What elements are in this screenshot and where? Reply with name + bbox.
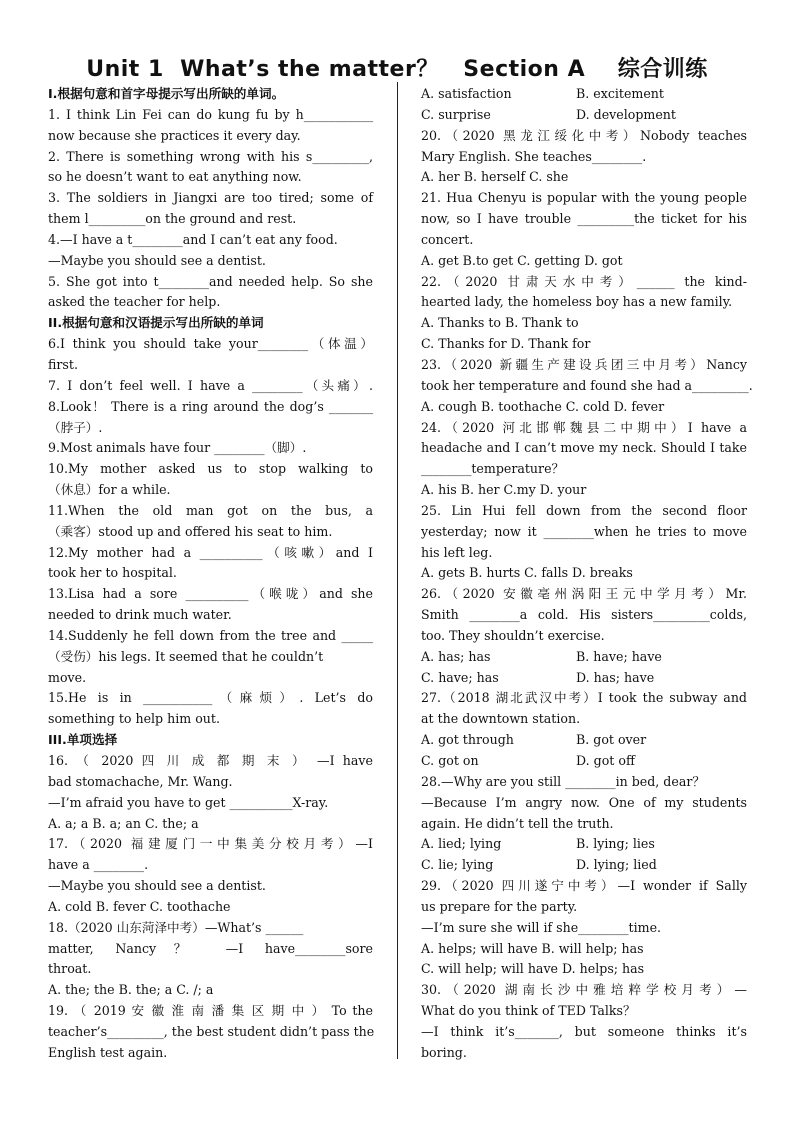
section-heading: III.单项选择: [48, 732, 118, 748]
option-row: [421, 647, 747, 668]
text-line: 28.—Why are you still ________in bed, dear？: [421, 773, 705, 789]
text-line: 10.My mother asked us to stop walking to: [48, 461, 373, 477]
text-line: A. his B. her C.my D. your: [421, 482, 587, 498]
text-line: 21. Hua Chenyu is popular with the young people: [421, 190, 747, 206]
text-line: so he doesn’t want to eat anything now.: [48, 169, 302, 185]
text-line: headache and I can’t move my neck. Should I take: [421, 440, 747, 456]
text-line: 30.（2020 湖南长沙中雅培粹学校月考）—: [421, 982, 747, 998]
option-row: [421, 834, 747, 855]
text-line: What do you think of TED Talks？: [421, 1003, 636, 1019]
text-line: —Maybe you should see a dentist.: [48, 878, 266, 894]
option-text: D. got off: [576, 753, 635, 768]
text-line: asked the teacher for help.: [48, 294, 221, 310]
text-line: now, so I have trouble _________the ticket for his: [421, 211, 747, 227]
text-line: us prepare for the party.: [421, 898, 578, 914]
option-text: B. have; have: [576, 648, 662, 664]
text-line: 24.（2020 河北邯郸魏县二中期中）I have a: [421, 419, 747, 435]
right-column: [421, 84, 753, 1064]
page-title: Unit 1 What’s the matter？ Section A 综合训练: [86, 57, 708, 82]
option-text: C. have; has: [421, 669, 499, 685]
text-line: boring.: [421, 1044, 467, 1060]
text-line: again. He didn’t tell the truth.: [421, 815, 614, 831]
text-line: —I’m sure she will if she________time.: [421, 919, 662, 935]
text-line: took her temperature and found she had a_________.: [421, 377, 753, 393]
text-line: move.: [48, 669, 87, 685]
option-text: B. lying; lies: [576, 836, 655, 852]
text-line: A. get B.to get C. getting D. got: [421, 252, 623, 268]
text-line: 4.—I have a t________and I can’t eat any food.: [48, 231, 338, 247]
option-row: [421, 855, 747, 876]
text-line: A. cough B. toothache C. cold D. fever: [421, 398, 665, 414]
text-line: 25. Lin Hui fell down from the second floor: [421, 502, 747, 518]
text-line: something to help him out.: [48, 711, 220, 727]
text-line: —Because I’m angry now. One of my students: [421, 794, 747, 810]
text-line: 22.（2020 甘肃天水中考）______ the kind-: [421, 273, 747, 289]
text-line: yesterday; now it ________when he tries to move: [421, 523, 747, 539]
option-row: [421, 84, 747, 105]
text-line: —Maybe you should see a dentist.: [48, 252, 266, 268]
text-line: 15.He is in ___________（麻烦）. Let’s do: [48, 690, 373, 706]
text-line: first.: [48, 356, 78, 372]
text-line: now because she practices it every day.: [48, 127, 301, 143]
text-line: concert.: [421, 231, 474, 247]
text-line: 13.Lisa had a sore __________（喉咙）and she: [48, 586, 373, 602]
option-row: [421, 730, 747, 751]
text-line: 17.（2020 福建厦门一中集美分校月考）—I: [48, 836, 373, 852]
option-text: D. development: [576, 106, 676, 122]
text-line: 26.（2020 安徽亳州涡阳王元中学月考）Mr.: [421, 586, 747, 602]
left-column: [48, 84, 373, 1064]
text-line: bad stomachache, Mr. Wang.: [48, 773, 233, 789]
option-text: C. lie; lying: [421, 857, 494, 873]
text-line: （休息）for a while.: [48, 482, 171, 498]
text-line: 12.My mother had a __________（咳嗽）and I: [48, 544, 373, 560]
text-line: 18.（2020 山东菏泽中考）—What’s ______: [48, 919, 304, 935]
text-line: 11.When the old man got on the bus, a: [48, 502, 373, 518]
text-line: took her to hospital.: [48, 565, 177, 581]
column-divider: [397, 82, 398, 1059]
text-line: needed to drink much water.: [48, 607, 232, 623]
text-line: throat.: [48, 961, 92, 977]
text-line: A. cold B. fever C. toothache: [48, 898, 231, 914]
text-line: 27.（2018 湖北武汉中考）I took the subway and: [421, 690, 747, 706]
option-text: A. satisfaction: [421, 86, 512, 101]
option-text: B. got over: [576, 732, 647, 748]
text-line: 9.Most animals have four ________（脚）.: [48, 440, 307, 456]
option-text: C. got on: [421, 753, 479, 768]
option-text: A. got through: [421, 732, 514, 748]
text-line: 8.Look！ There is a ring around the dog’s _______: [48, 398, 373, 414]
text-line: 16. （ 2020 四 川 成 都 期 末 ） —I have: [48, 753, 373, 768]
text-line: them l_________on the ground and rest.: [48, 211, 297, 227]
text-line: ________temperature？: [421, 461, 565, 477]
text-line: 2. There is something wrong with his s_________,: [48, 148, 373, 164]
text-line: A. a; a B. a; an C. the; a: [48, 815, 199, 831]
option-text: C. surprise: [421, 106, 491, 122]
option-text: A. lied; lying: [421, 836, 502, 852]
text-line: 5. She got into t________and needed help. So she: [48, 273, 373, 289]
text-line: A. helps; will have B. will help; has: [421, 940, 644, 956]
text-line: A. Thanks to B. Thank to: [421, 315, 579, 331]
option-row: [421, 668, 747, 689]
text-line: at the downtown station.: [421, 711, 581, 727]
text-line: 20.（2020 黑龙江绥化中考）Nobody teaches: [421, 127, 747, 143]
option-row: [421, 105, 747, 126]
text-line: A. her B. herself C. she: [421, 169, 569, 185]
text-line: （受伤）his legs. It seemed that he couldn’t: [48, 648, 324, 664]
text-line: —I’m afraid you have to get __________X-ray.: [48, 794, 329, 810]
text-line: Smith ________a cold. His sisters_________colds,: [421, 607, 747, 623]
text-line: have a ________.: [48, 857, 149, 873]
section-heading: I.根据句意和首字母提示写出所缺的单词。: [48, 86, 285, 101]
option-row: [421, 751, 747, 772]
text-line: his left leg.: [421, 544, 493, 560]
text-line: 1. I think Lin Fei can do kung fu by h___________: [48, 106, 373, 122]
text-line: 6.I think you should take your________（体温）: [48, 336, 373, 352]
text-line: 7. I don’t feel well. I have a ________（头痛）.: [48, 377, 373, 393]
option-text: A. has; has: [421, 648, 491, 664]
text-line: A. gets B. hurts C. falls D. breaks: [421, 565, 633, 581]
text-line: English test again.: [48, 1044, 168, 1060]
text-line: too. They shouldn’t exercise.: [421, 627, 605, 643]
text-line: 3. The soldiers in Jiangxi are too tired; some of: [48, 190, 373, 206]
text-line: （乘客）stood up and offered his seat to him.: [48, 523, 333, 539]
text-line: 14.Suddenly he fell down from the tree and _____: [48, 627, 373, 643]
text-line: 19. （ 2019 安 徽 淮 南 潘 集 区 期 中 ） To the: [48, 1003, 373, 1019]
text-line: hearted lady, the homeless boy has a new family.: [421, 294, 733, 310]
text-line: C. Thanks for D. Thank for: [421, 336, 591, 352]
text-line: —I think it’s_______, but someone thinks it’s: [421, 1023, 747, 1039]
text-line: A. the; the B. the; a C. /; a: [48, 982, 214, 998]
option-text: B. excitement: [576, 86, 664, 101]
text-line: （脖子）.: [48, 419, 103, 435]
section-heading: II.根据句意和汉语提示写出所缺的单词: [48, 315, 264, 331]
option-text: D. has; have: [576, 669, 655, 685]
text-line: 23.（2020 新疆生产建设兵团三中月考）Nancy: [421, 356, 747, 372]
option-text: D. lying; lied: [576, 857, 657, 873]
text-line: 29.（2020 四川遂宁中考）—I wonder if Sally: [421, 878, 747, 894]
text-line: matter, Nancy？ —I have________sore: [48, 940, 373, 956]
text-line: Mary English. She teaches________.: [421, 148, 647, 164]
text-line: teacher’s_________, the best student didn’t pass the: [48, 1023, 375, 1039]
text-line: C. will help; will have D. helps; has: [421, 961, 645, 977]
